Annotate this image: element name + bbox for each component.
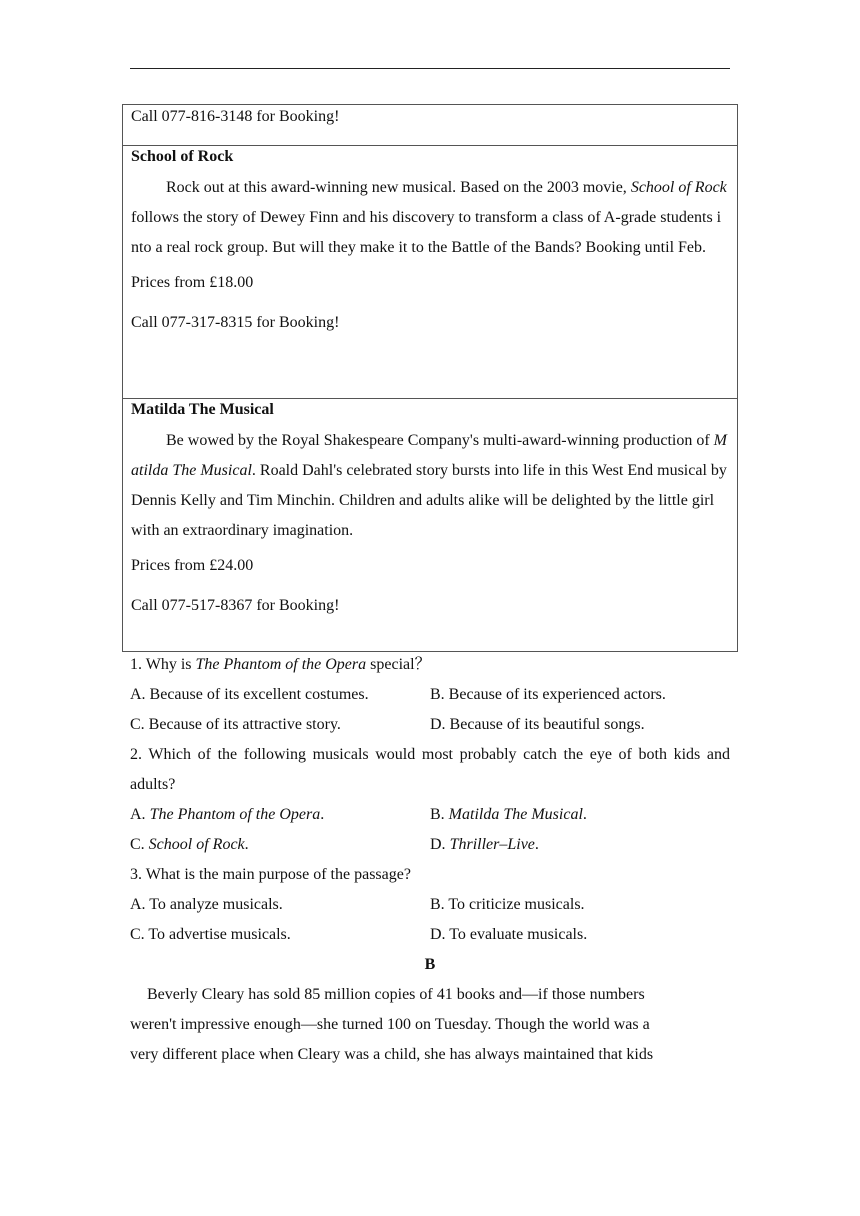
phone-cell (123, 105, 738, 146)
ad-description: Rock out at this award-winning new musical. Based on the 2003 movie, School of Rock follows the story of Dewey Finn and his discovery to transform a class of A-grade students into a real rock group. But will they make it to the Battle of the Bands? Booking until Feb. (131, 179, 727, 256)
options-row (130, 830, 730, 860)
option-d: D. To evaluate musicals. (430, 926, 588, 943)
option-b: B. Matilda The Musical. (430, 806, 587, 823)
musical-title: Matilda The Musical (131, 432, 727, 479)
ad-description: Be wowed by the Royal Shakespeare Company's multi-award-winning production of Matilda The Musical. Roald Dahl's celebrated story bursts into life in this West End musical by Dennis Kelly and Tim Minchin. Children and adults alike will be delighted by the little girl with an extraordinary imagination. (131, 432, 727, 539)
questions-section (130, 650, 730, 1070)
booking-call: Call 077-816-3148 for Booking! (131, 108, 340, 125)
options-row (130, 710, 730, 740)
options-row (130, 890, 730, 920)
option-c: C. To advertise musicals. (130, 926, 291, 943)
musical-title: School of Rock (630, 179, 727, 196)
ad-price: Prices from £24.00 (131, 557, 254, 574)
ad-price: Prices from £18.00 (131, 274, 254, 291)
booking-call: Call 077-517-8367 for Booking! (131, 597, 340, 614)
options-row (130, 800, 730, 830)
ad-title: Matilda The Musical (131, 401, 274, 418)
booking-call: Call 077-317-8315 for Booking! (131, 314, 340, 331)
ad-title: School of Rock (131, 148, 234, 165)
question-2: 2. Which of the following musicals would most probably catch the eye of both kids and adults? (130, 746, 730, 793)
school-of-rock-cell (123, 146, 738, 399)
option-b: B. To criticize musicals. (430, 896, 585, 913)
option-a: A. Because of its excellent costumes. (130, 686, 369, 703)
page-header-rule (130, 68, 730, 69)
passage-line: very different place when Cleary was a child, she has always maintained that kids (130, 1046, 654, 1063)
passage-line: Beverly Cleary has sold 85 million copies of 41 books and—if those numbers (147, 986, 645, 1003)
option-b: B. Because of its experienced actors. (430, 686, 666, 703)
option-d: D. Thriller–Live. (430, 836, 539, 853)
option-c: C. School of Rock. (130, 836, 249, 853)
option-a: A. To analyze musicals. (130, 896, 283, 913)
question-1: 1. Why is The Phantom of the Opera special？ (130, 656, 431, 673)
musical-ads-table (122, 104, 738, 652)
matilda-cell (123, 399, 738, 652)
section-heading: B (424, 956, 436, 973)
options-row (130, 680, 730, 710)
option-c: C. Because of its attractive story. (130, 716, 341, 733)
option-a: A. The Phantom of the Opera. (130, 806, 325, 823)
question-3: 3. What is the main purpose of the passage? (130, 866, 411, 883)
option-d: D. Because of its beautiful songs. (430, 716, 645, 733)
passage-line: weren't impressive enough—she turned 100 on Tuesday. Though the world was a (130, 1016, 650, 1033)
options-row (130, 920, 730, 950)
